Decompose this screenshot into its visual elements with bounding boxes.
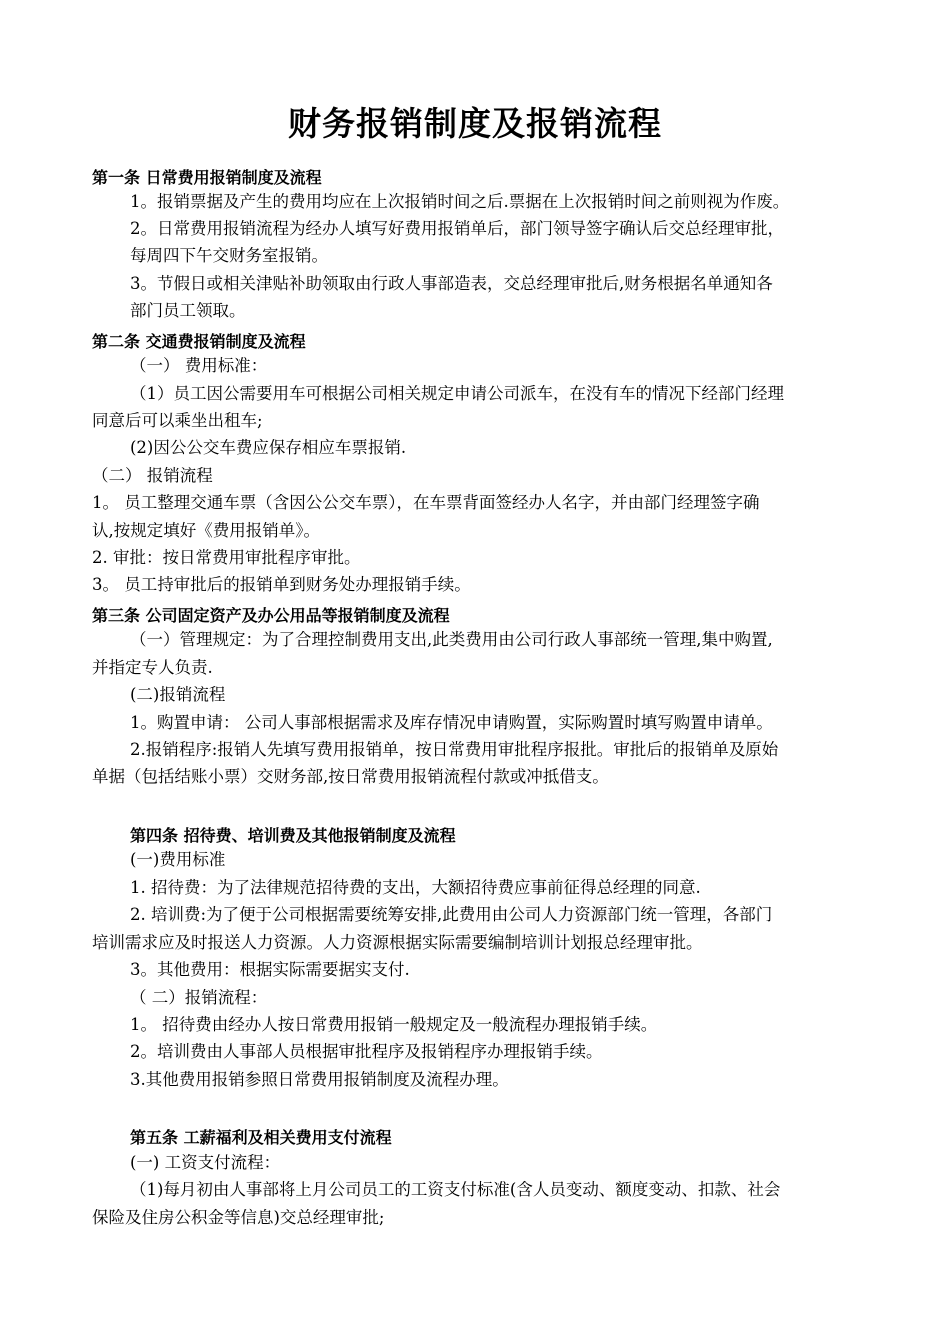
paragraph-line: 3.其他费用报销参照日常费用报销制度及流程办理。 — [130, 1070, 509, 1089]
paragraph-line: （一） 费用标准： — [130, 356, 268, 375]
paragraph-line: 1. 招待费：为了法律规范招待费的支出，大额招待费应事前征得总经理的同意. — [130, 878, 701, 897]
paragraph-line: 1。 招待费由经办人按日常费用报销一般规定及一般流程办理报销手续。 — [130, 1015, 658, 1034]
paragraph-line: (二)报销流程 — [130, 685, 226, 704]
section-heading-4: 第四条 招待费、培训费及其他报销制度及流程 — [130, 826, 456, 845]
paragraph-line: 2。培训费由人事部人员根据审批程序及报销程序办理报销手续。 — [130, 1042, 603, 1061]
paragraph-line: 3。其他费用：根据实际需要据实支付. — [130, 960, 410, 979]
paragraph-line: 1。购置申请： 公司人事部根据需求及库存情况申请购置，实际购置时填写购置申请单。 — [130, 713, 773, 732]
paragraph-line: (一)费用标准 — [130, 850, 226, 869]
paragraph-line: 单据（包括结账小票）交财务部,按日常费用报销流程付款或冲抵借支。 — [92, 767, 609, 786]
paragraph-line: 并指定专人负责. — [92, 658, 213, 677]
paragraph-line: 每周四下午交财务室报销。 — [130, 246, 328, 265]
paragraph-line: （1)每月初由人事部将上月公司员工的工资支付标准(含人员变动、额度变动、扣款、社会 — [130, 1180, 781, 1199]
paragraph-line: （二） 报销流程 — [92, 466, 213, 485]
section-heading-1: 第一条 日常费用报销制度及流程 — [92, 168, 322, 187]
paragraph-line: 1。报销票据及产生的费用均应在上次报销时间之后.票据在上次报销时间之前则视为作废。 — [130, 192, 790, 211]
paragraph-line: （1）员工因公需要用车可根据公司相关规定申请公司派车，在没有车的情况下经部门经理 — [130, 384, 784, 403]
paragraph-line: 培训需求应及时报送人力资源。人力资源根据实际需要编制培训计划报总经理审批。 — [92, 933, 703, 952]
paragraph-line: 3。节假日或相关津贴补助领取由行政人事部造表，交总经理审批后,财务根据名单通知各 — [130, 274, 773, 293]
section-heading-5: 第五条 工薪福利及相关费用支付流程 — [130, 1128, 392, 1147]
paragraph-line: （ 二）报销流程： — [130, 988, 268, 1007]
paragraph-line: 2.报销程序:报销人先填写费用报销单，按日常费用审批程序报批。审批后的报销单及原始 — [130, 740, 779, 759]
paragraph-line: 1。 员工整理交通车票（含因公公交车票），在车票背面签经办人名字，并由部门经理签字确 — [92, 493, 760, 512]
paragraph-line: (2)因公公交车费应保存相应车票报销. — [130, 438, 407, 457]
paragraph-line: 部门员工领取。 — [130, 301, 246, 320]
paragraph-line: 保险及住房公积金等信息)交总经理审批; — [92, 1208, 385, 1227]
paragraph-line: 2。日常费用报销流程为经办人填写好费用报销单后，部门领导签字确认后交总经理审批， — [130, 219, 784, 238]
section-heading-3: 第三条 公司固定资产及办公用品等报销制度及流程 — [92, 606, 450, 625]
paragraph-line: 3。 员工持审批后的报销单到财务处办理报销手续。 — [92, 575, 471, 594]
paragraph-line: 2. 培训费:为了便于公司根据需要统筹安排,此费用由公司人力资源部门统一管理，各部门 — [130, 905, 773, 924]
paragraph-line: 同意后可以乘坐出租车; — [92, 411, 263, 430]
paragraph-line: 认,按规定填好《费用报销单》。 — [92, 521, 320, 540]
document-title: 财务报销制度及报销流程 — [288, 104, 662, 143]
paragraph-line: (一) 工资支付流程： — [130, 1153, 281, 1172]
paragraph-line: 2. 审批：按日常费用审批程序审批。 — [92, 548, 361, 567]
section-heading-2: 第二条 交通费报销制度及流程 — [92, 332, 306, 351]
paragraph-line: （一）管理规定：为了合理控制费用支出,此类费用由公司行政人事部统一管理,集中购置, — [130, 630, 773, 649]
